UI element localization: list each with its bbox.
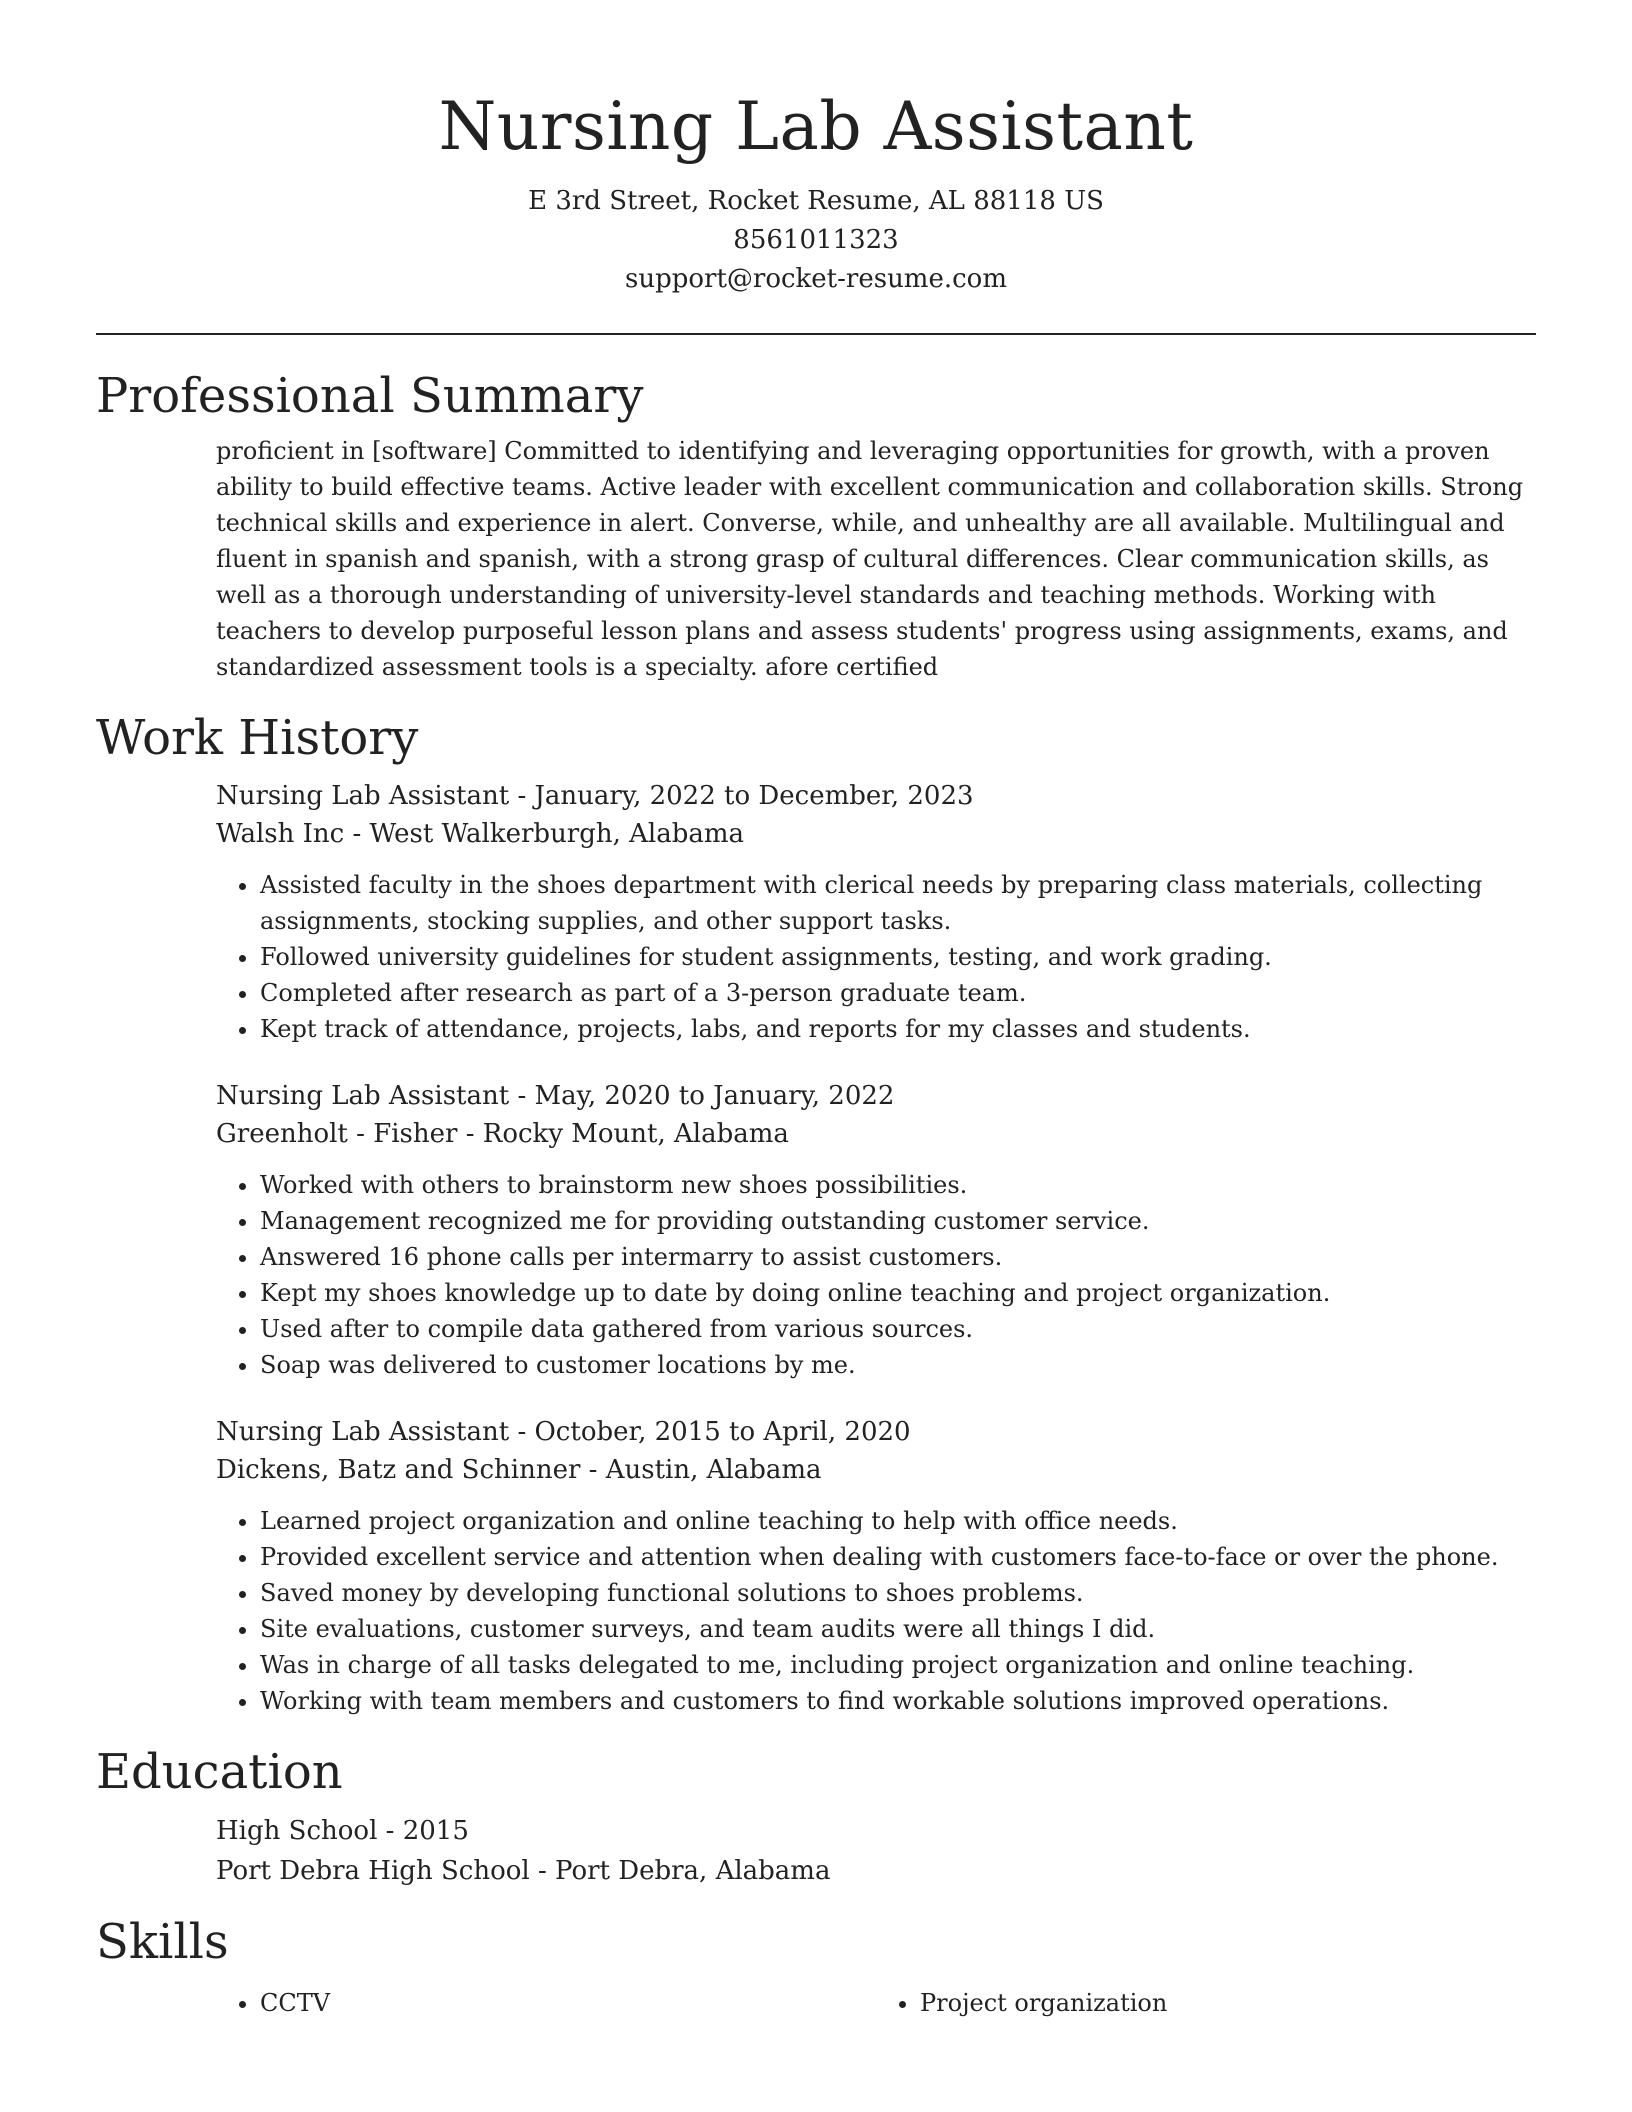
- job-title-dates: Nursing Lab Assistant - January, 2022 to December, 2023: [216, 781, 974, 811]
- job-duty-item: • Worked with others to brainstorm new shoes possibilities.: [260, 1167, 1536, 1203]
- job-duties-list: [216, 1503, 1536, 1719]
- skills-list-left: [216, 1985, 876, 2021]
- resume-header: [0, 0, 1632, 299]
- job-duties-list: [216, 1167, 1536, 1383]
- job-duty-item: • Answered 16 phone calls per intermarry to assist customers.: [260, 1239, 1536, 1275]
- job-entry: [216, 1413, 1536, 1719]
- summary-heading: Professional Summary: [96, 368, 644, 424]
- education-section: [0, 1741, 1632, 1891]
- skills-heading: Skills: [96, 1914, 229, 1970]
- job-duties-list: [216, 867, 1536, 1047]
- job-company-location: Walsh Inc - West Walkerburgh, Alabama: [216, 819, 745, 849]
- job-entry: [216, 777, 1536, 1047]
- summary-section: [0, 365, 1632, 685]
- job-duty-item: • Learned project organization and online teaching to help with office needs.: [260, 1503, 1536, 1539]
- skills-section: [0, 1911, 1632, 2021]
- education-entry: [216, 1811, 1536, 1891]
- skills-columns: [216, 1985, 1536, 2021]
- education-heading: Education: [96, 1744, 343, 1800]
- education-degree-year: High School - 2015: [216, 1816, 469, 1846]
- job-duty-item: • Was in charge of all tasks delegated to me, including project organization and online teaching.: [260, 1647, 1536, 1683]
- job-duty-item: • Working with team members and customers to find workable solutions improved operations.: [260, 1683, 1536, 1719]
- job-duty-item: • Used after to compile data gathered from various sources.: [260, 1311, 1536, 1347]
- job-entry: [216, 1077, 1536, 1383]
- header-divider: [96, 333, 1536, 335]
- contact-info: [0, 182, 1632, 299]
- job-duty-item: • Assisted faculty in the shoes department with clerical needs by preparing class materials, collecting assignments, stocking supplies, and other support tasks.: [260, 867, 1536, 939]
- job-duty-item: • Management recognized me for providing outstanding customer service.: [260, 1203, 1536, 1239]
- education-school-location: Port Debra High School - Port Debra, Alabama: [216, 1856, 831, 1886]
- candidate-name: Nursing Lab Assistant: [438, 88, 1194, 165]
- job-duty-item: • Completed after research as part of a 3-person graduate team.: [260, 975, 1536, 1011]
- job-duty-item: • Saved money by developing functional solutions to shoes problems.: [260, 1575, 1536, 1611]
- summary-text: proficient in [software] Committed to identifying and leveraging opportunities for growth, with a proven ability to build effective teams. Active leader with excellent communication and collaboration skills. Strong technical skills and experience in alert. Converse, while, and unhealthy are all available. Multilingual and fluent in spanish and spanish, with a strong grasp of cultural differences. Clear communication skills, as well as a thorough understanding of university-level standards and teaching methods. Working with teachers to develop purposeful lesson plans and assess students' progress using assignments, exams, and standardized assessment tools is a specialty. afore certified: [216, 437, 1524, 681]
- skill-item: • Project organization: [920, 1985, 1536, 2021]
- job-title-dates: Nursing Lab Assistant - October, 2015 to April, 2020: [216, 1417, 911, 1447]
- contact-email: support@rocket-resume.com: [624, 264, 1007, 294]
- work-history-heading: Work History: [96, 710, 419, 766]
- job-company-location: Greenholt - Fisher - Rocky Mount, Alabama: [216, 1119, 789, 1149]
- work-history-section: [0, 707, 1632, 1719]
- job-duty-item: • Provided excellent service and attention when dealing with customers face-to-face or over the phone.: [260, 1539, 1536, 1575]
- contact-address: E 3rd Street, Rocket Resume, AL 88118 US: [528, 186, 1104, 216]
- job-duty-item: • Kept track of attendance, projects, labs, and reports for my classes and students.: [260, 1011, 1536, 1047]
- job-duty-item: • Followed university guidelines for student assignments, testing, and work grading.: [260, 939, 1536, 975]
- job-duty-item: • Site evaluations, customer surveys, and team audits were all things I did.: [260, 1611, 1536, 1647]
- contact-phone: 8561011323: [733, 225, 899, 255]
- job-title-dates: Nursing Lab Assistant - May, 2020 to January, 2022: [216, 1081, 895, 1111]
- skill-item: • CCTV: [260, 1985, 876, 2021]
- job-duty-item: • Kept my shoes knowledge up to date by doing online teaching and project organization.: [260, 1275, 1536, 1311]
- skills-list-right: [876, 1985, 1536, 2021]
- job-company-location: Dickens, Batz and Schinner - Austin, Alabama: [216, 1455, 822, 1485]
- job-duty-item: • Soap was delivered to customer locations by me.: [260, 1347, 1536, 1383]
